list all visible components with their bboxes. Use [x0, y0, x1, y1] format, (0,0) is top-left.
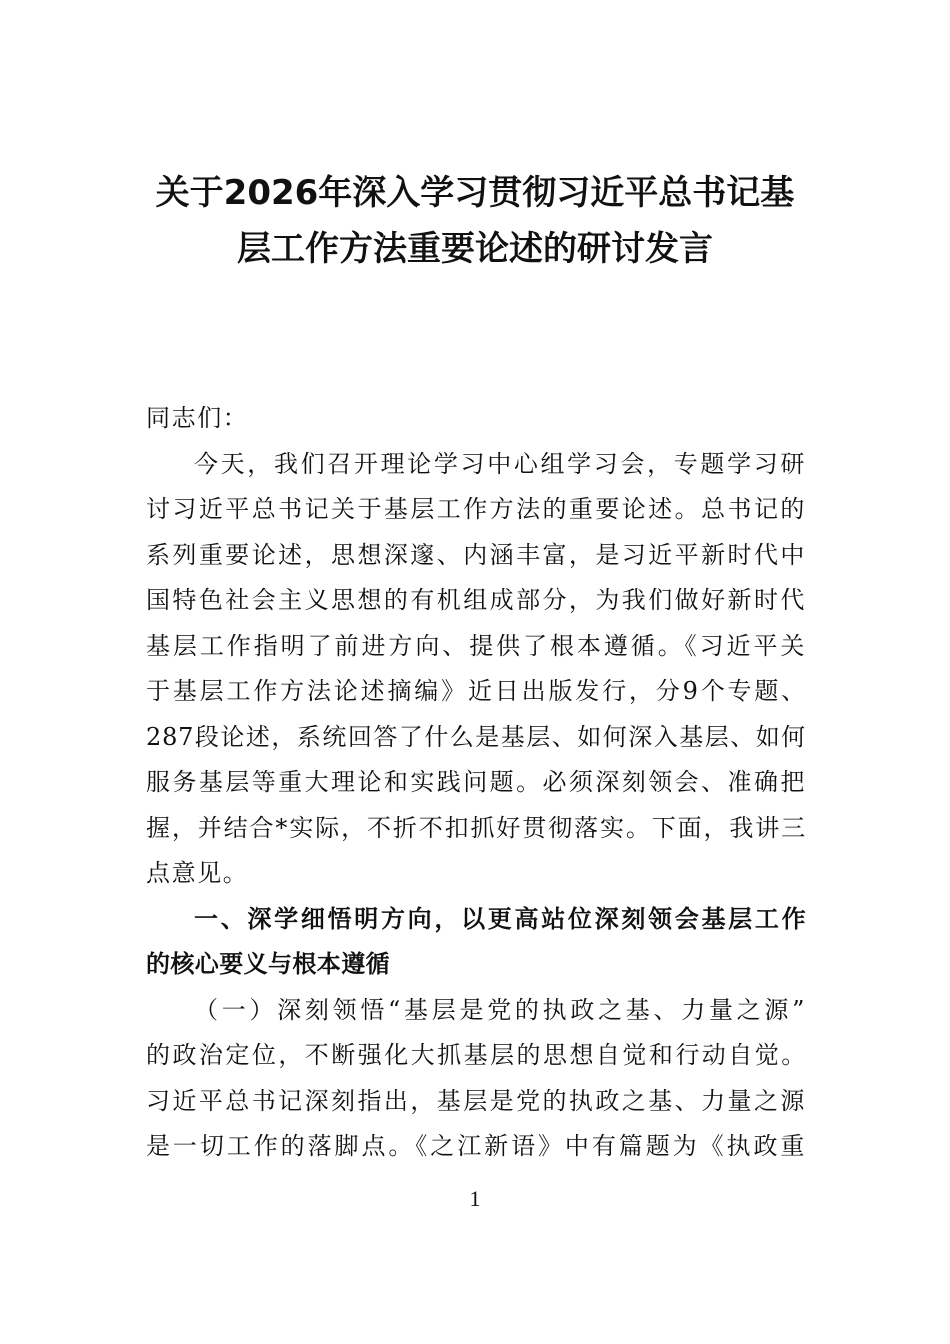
paragraph-line: 握，并结合*实际，不折不扣抓好贯彻落实。下面，我讲三: [146, 813, 806, 842]
paragraph-line: 习近平总书记深刻指出，基层是党的执政之基、力量之源: [146, 1086, 806, 1115]
document-title: [140, 165, 810, 277]
paragraph-line: 讨习近平总书记关于基层工作方法的重要论述。总书记的: [146, 495, 806, 523]
paragraph-line: 服务基层等重大理论和实践问题。必须深刻领会、准确把: [146, 768, 806, 796]
heading-line: 的核心要义与根本遵循: [146, 950, 390, 978]
paragraph-line: 是一切工作的落脚点。《之江新语》中有篇题为《执政重: [146, 1132, 806, 1160]
paragraph-subsection-1: [146, 988, 806, 1170]
paragraph-line: （一）深刻领悟“基层是党的执政之基、力量之源”: [194, 995, 806, 1024]
paragraph-line: 国特色社会主义思想的有机组成部分，为我们做好新时代: [146, 586, 806, 614]
salutation: 同志们：: [146, 404, 249, 432]
heading-line: 一、深学细悟明方向，以更高站位深刻领会基层工作: [194, 904, 806, 933]
paragraph-line: 287段论述，系统回答了什么是基层、如何深入基层、如何: [146, 722, 806, 751]
document-body: [146, 396, 806, 1170]
paragraph-line: 于基层工作方法论述摘编》近日出版发行，分9个专题、: [146, 677, 806, 705]
paragraph-line: 基层工作指明了前进方向、提供了根本遵循。《习近平关: [146, 631, 806, 660]
paragraph-line: 的政治定位，不断强化大抓基层的思想自觉和行动自觉。: [146, 1041, 806, 1069]
title-line: 层工作方法重要论述的研讨发言: [237, 229, 713, 269]
page-number: 1: [469, 1186, 481, 1211]
paragraph-line: 系列重要论述，思想深邃、内涵丰富，是习近平新时代中: [146, 540, 806, 569]
title-line: 关于2026年深入学习贯彻习近平总书记基: [155, 173, 795, 213]
paragraph-line: 今天，我们召开理论学习中心组学习会，专题学习研: [194, 449, 806, 478]
paragraph-line: 点意见。: [146, 859, 249, 887]
paragraph-intro: [146, 442, 806, 897]
section-heading-1: [146, 897, 806, 988]
